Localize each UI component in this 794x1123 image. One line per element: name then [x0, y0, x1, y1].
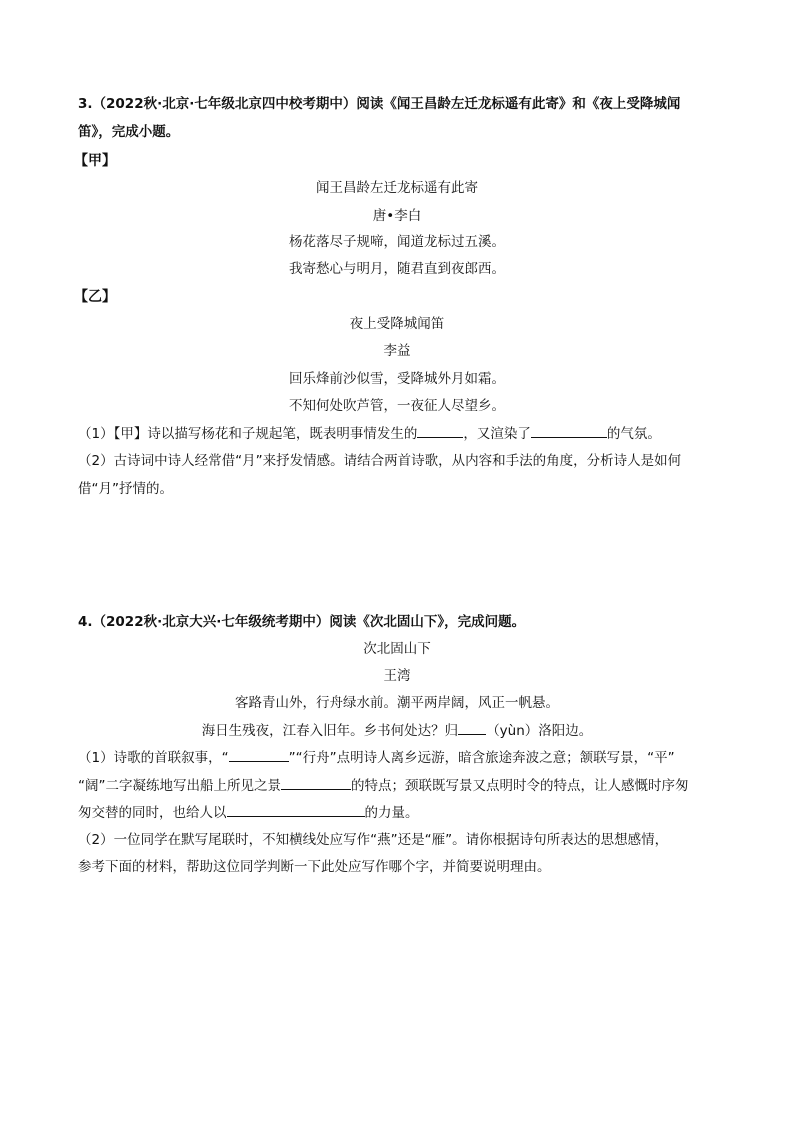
q4-sub2-line2: 参考下面的材料，帮助这位同学判断一下此处应写作哪个字，并简要说明理由。 — [78, 859, 551, 875]
q3-sub2-line2: 借“月”抒情的。 — [78, 481, 173, 497]
q3-heading-line2: 笛》，完成小题。 — [78, 124, 180, 140]
q4-sub1-line1-part-b: ”“行舟”点明诗人离乡远游，暗含旅途奔波之意；颔联写景，“平” — [288, 750, 675, 766]
poem-jia-title: 闻王昌龄左迁龙标遥有此寄 — [316, 180, 478, 196]
poem-yi-author: 李益 — [383, 343, 411, 359]
q3-sub1-blank-1[interactable] — [417, 423, 463, 438]
q4-heading: 4.（2022秋·北京大兴·七年级统考期中）阅读《次北固山下》，完成问题。 — [78, 614, 526, 630]
q4-sub1-blank-2[interactable] — [281, 775, 351, 790]
q4-sub1-line2 — [78, 775, 689, 796]
poem-yi-line1: 回乐烽前沙似雪，受降城外月如霜。 — [289, 371, 505, 387]
poem-q4-blank[interactable] — [458, 720, 486, 735]
poem-jia-line2: 我寄愁心与明月，随君直到夜郎西。 — [289, 261, 505, 277]
poem-jia-line1: 杨花落尽子规啼，闻道龙标过五溪。 — [289, 234, 505, 250]
q3-sub1-part-b: ，又渲染了 — [463, 426, 531, 442]
q4-sub1-line3 — [78, 802, 419, 823]
q4-sub1-blank-3[interactable] — [227, 802, 365, 817]
q4-sub1-line3-part-a: 匆交替的同时，也给人以 — [78, 805, 227, 821]
poem-q4-line2 — [0, 720, 794, 741]
q3-sub1-part-a: （1）【甲】诗以描写杨花和子规起笔，既表明事情发生的 — [78, 426, 418, 442]
q4-sub1-blank-1[interactable] — [229, 747, 289, 762]
q3-sub2-line1: （2）古诗词中诗人经常借“月”来抒发情感。请结合两首诗歌，从内容和手法的角度，分析诗人是如何 — [78, 453, 682, 469]
q3-heading-line1: 3.（2022秋·北京·七年级北京四中校考期中）阅读《闻王昌龄左迁龙标遥有此寄》和《夜上受降城闻 — [78, 96, 681, 112]
poem-yi-title: 夜上受降城闻笛 — [349, 316, 445, 332]
q4-sub1-line1 — [78, 747, 675, 768]
q4-sub1-line2-part-b: 的特点；颈联既写景又点明时令的特点，让人感慨时序匆 — [351, 778, 689, 794]
q4-sub1-line2-part-a: “阔”二字凝练地写出船上所见之景 — [78, 778, 281, 794]
poem-jia-author: 唐•李白 — [372, 208, 422, 224]
poem-q4-line1: 客路青山外，行舟绿水前。潮平两岸阔，风正一帆悬。 — [235, 695, 559, 711]
q4-sub2-line1: （2）一位同学在默写尾联时，不知横线处应写作“燕”还是“雁”。请你根据诗句所表达的思想感情， — [78, 832, 669, 848]
poem-q4-line2-part-a: 海日生残夜，江春入旧年。乡书何处达？归 — [201, 723, 459, 739]
q4-sub1-line3-part-b: 的力量。 — [364, 805, 419, 821]
q3-sub1-blank-2[interactable] — [531, 423, 607, 438]
q3-label-jia: 【甲】 — [74, 153, 116, 169]
q3-sub1 — [78, 423, 661, 444]
q3-sub1-part-c: 的气氛。 — [606, 426, 661, 442]
q3-label-yi: 【乙】 — [74, 289, 116, 305]
poem-q4-title: 次北固山下 — [363, 641, 431, 657]
poem-q4-line2-part-b: （yùn）洛阳边。 — [486, 723, 593, 739]
poem-q4-author: 王湾 — [383, 668, 411, 684]
q4-sub1-line1-part-a: （1）诗歌的首联叙事，“ — [78, 750, 229, 766]
poem-yi-line2: 不知何处吹芦管，一夜征人尽望乡。 — [289, 398, 505, 414]
